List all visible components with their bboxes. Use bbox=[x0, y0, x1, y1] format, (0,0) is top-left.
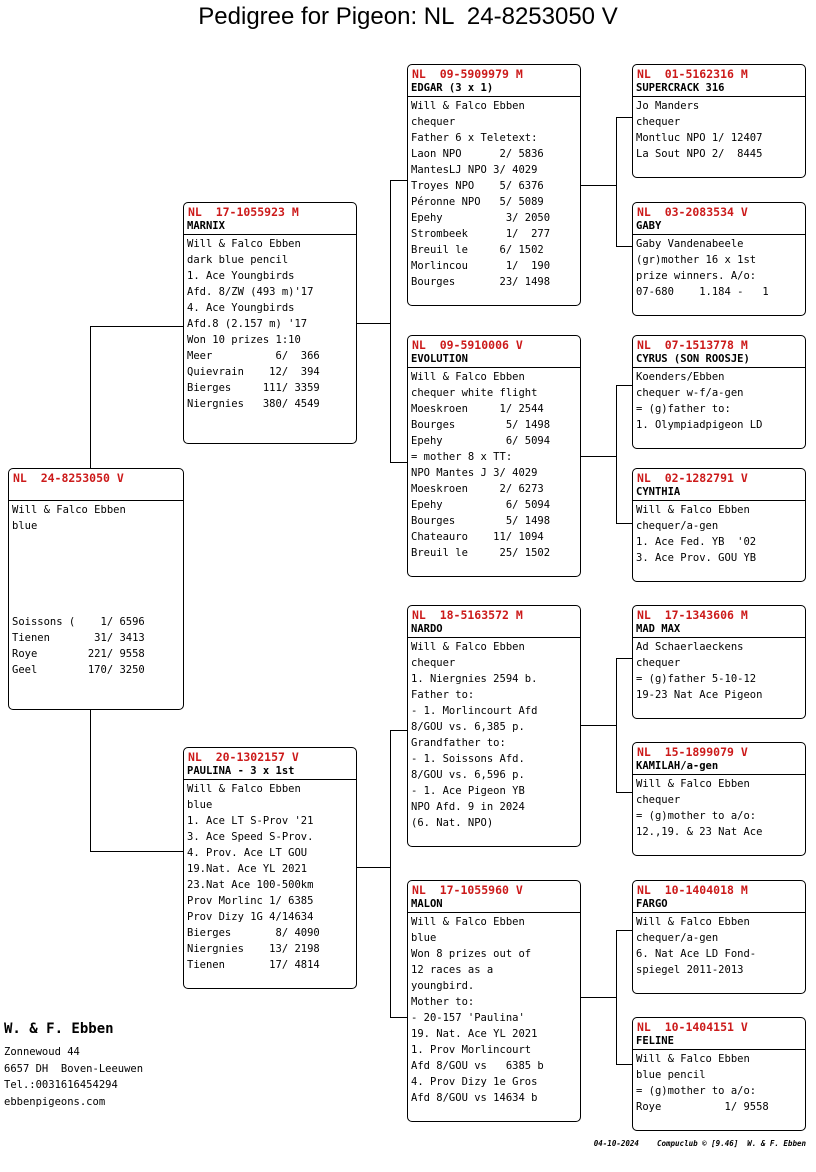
info-line: = (g)mother to a/o: bbox=[636, 1085, 757, 1097]
info-line: chequer bbox=[636, 794, 681, 806]
breeder-info bbox=[4, 1020, 143, 1110]
info-line: Will & Falco Ebben bbox=[636, 778, 750, 790]
ring-number: NL 09-5909979 M bbox=[412, 67, 523, 81]
connector-line bbox=[616, 523, 632, 524]
info-line: 4. Prov Dizy 1e Gros bbox=[411, 1076, 538, 1088]
info-line: 3. Ace Prov. GOU YB bbox=[636, 552, 757, 564]
pigeon-card-mmm bbox=[632, 1017, 806, 1131]
info-line: - 1. Ace Pigeon YB bbox=[411, 785, 525, 797]
print-date: 04-10-2024 bbox=[593, 1139, 639, 1148]
pigeon-name: FELINE bbox=[633, 1034, 805, 1050]
ring-number: NL 17-1343606 M bbox=[637, 608, 748, 622]
info-line: Will & Falco Ebben bbox=[636, 1053, 750, 1065]
ring-number: NL 01-5162316 M bbox=[637, 67, 748, 81]
info-line: Roye 221/ 9558 bbox=[12, 648, 145, 660]
info-line: Péronne NPO 5/ 5089 bbox=[411, 196, 544, 208]
info-line: Epehy 6/ 5094 bbox=[411, 499, 551, 511]
info-line: Will & Falco Ebben bbox=[636, 504, 750, 516]
info-line: Father 6 x Teletext: bbox=[411, 132, 538, 144]
info-line: 6. Nat Ace LD Fond- bbox=[636, 948, 757, 960]
pigeon-info bbox=[633, 235, 805, 300]
pigeon-info bbox=[408, 368, 580, 561]
connector-line bbox=[616, 658, 617, 793]
pigeon-info bbox=[633, 97, 805, 162]
info-line: Chateauro 11/ 1094 bbox=[411, 531, 544, 543]
connector-line bbox=[356, 867, 390, 868]
pigeon-name: NARDO bbox=[408, 622, 580, 638]
connector-line bbox=[616, 117, 617, 247]
connector-line bbox=[616, 1064, 632, 1065]
info-line: Epehy 3/ 2050 bbox=[411, 212, 551, 224]
ring-number: NL 15-1899079 V bbox=[637, 745, 748, 759]
info-line: Bierges 8/ 4090 bbox=[187, 927, 320, 939]
info-line: Morlincou 1/ 190 bbox=[411, 260, 551, 272]
connector-line bbox=[616, 385, 632, 386]
info-line: Tienen 31/ 3413 bbox=[12, 632, 145, 644]
info-line: Grandfather to: bbox=[411, 737, 506, 749]
info-line: (gr)mother 16 x 1st bbox=[636, 254, 757, 266]
pigeon-card-father bbox=[183, 202, 357, 444]
info-line: 1. Ace LT S-Prov '21 bbox=[187, 815, 314, 827]
info-line: 12.,19. & 23 Nat Ace bbox=[636, 826, 763, 838]
info-line: 19. Nat. Ace YL 2021 bbox=[411, 1028, 538, 1040]
breeder-address-line: Zonnewoud 44 bbox=[4, 1046, 80, 1058]
info-line: Bourges 5/ 1498 bbox=[411, 515, 551, 527]
info-line: Tienen 17/ 4814 bbox=[187, 959, 320, 971]
info-line: Breuil le 6/ 1502 bbox=[411, 244, 544, 256]
info-line: chequer bbox=[411, 657, 456, 669]
pigeon-info bbox=[184, 780, 356, 973]
info-line: Prov Dizy 1G 4/14634 bbox=[187, 911, 314, 923]
connector-line bbox=[580, 456, 616, 457]
ring-number: NL 24-8253050 V bbox=[13, 471, 124, 485]
info-line: Roye 1/ 9558 bbox=[636, 1101, 769, 1113]
pigeon-info bbox=[184, 235, 356, 412]
info-line: Epehy 6/ 5094 bbox=[411, 435, 551, 447]
ring-number: NL 07-1513778 M bbox=[637, 338, 748, 352]
connector-line bbox=[616, 385, 617, 524]
pigeon-name: EVOLUTION bbox=[408, 352, 580, 368]
pigeon-card-fff bbox=[632, 64, 806, 178]
pigeon-info bbox=[633, 638, 805, 703]
ring-number: NL 18-5163572 M bbox=[412, 608, 523, 622]
info-line: 4. Prov. Ace LT GOU bbox=[187, 847, 308, 859]
pigeon-card-subject bbox=[8, 468, 184, 710]
info-line: blue bbox=[411, 932, 437, 944]
info-line: prize winners. A/o: bbox=[636, 270, 757, 282]
pigeon-name: GABY bbox=[633, 219, 805, 235]
info-line bbox=[12, 582, 183, 598]
info-line: Niergnies 13/ 2198 bbox=[187, 943, 320, 955]
info-line: chequer bbox=[636, 657, 681, 669]
connector-line bbox=[390, 462, 407, 463]
pigeon-card-mf bbox=[407, 605, 581, 847]
pigeon-info bbox=[633, 775, 805, 840]
info-line: spiegel 2011-2013 bbox=[636, 964, 744, 976]
pigeon-card-mmf bbox=[632, 880, 806, 994]
connector-line bbox=[90, 709, 91, 852]
pigeon-info bbox=[408, 913, 580, 1106]
info-line: La Sout NPO 2/ 8445 bbox=[636, 148, 763, 160]
info-line: Koenders/Ebben bbox=[636, 371, 725, 383]
info-line: (6. Nat. NPO) bbox=[411, 817, 494, 829]
info-line: Will & Falco Ebben bbox=[636, 916, 750, 928]
pigeon-info bbox=[408, 638, 580, 831]
info-line: chequer bbox=[411, 116, 456, 128]
ring-number: NL 02-1282791 V bbox=[637, 471, 748, 485]
connector-line bbox=[390, 180, 391, 463]
info-line: 8/GOU vs. 6,596 p. bbox=[411, 769, 525, 781]
info-line: Won 10 prizes 1:10 bbox=[187, 334, 301, 346]
connector-line bbox=[390, 730, 391, 1018]
info-line: Bourges 5/ 1498 bbox=[411, 419, 551, 431]
pigeon-info bbox=[633, 913, 805, 978]
info-line: dark blue pencil bbox=[187, 254, 289, 266]
pigeon-name: MALON bbox=[408, 897, 580, 913]
info-line: Niergnies 380/ 4549 bbox=[187, 398, 320, 410]
info-line: chequer white flight bbox=[411, 387, 538, 399]
info-line bbox=[12, 550, 183, 566]
pigeon-card-mfm bbox=[632, 742, 806, 856]
info-line: Will & Falco Ebben bbox=[12, 504, 126, 516]
info-line: Father to: bbox=[411, 689, 475, 701]
connector-line bbox=[90, 326, 91, 468]
pigeon-info bbox=[633, 368, 805, 433]
connector-line bbox=[580, 725, 616, 726]
info-line: 1. Ace Fed. YB '02 bbox=[636, 536, 757, 548]
info-line: 3. Ace Speed S-Prov. bbox=[187, 831, 314, 843]
info-line: Mother to: bbox=[411, 996, 475, 1008]
pigeon-name: MARNIX bbox=[184, 219, 356, 235]
info-line: Afd. 8/ZW (493 m)'17 bbox=[187, 286, 314, 298]
info-line: 1. Prov Morlincourt bbox=[411, 1044, 532, 1056]
connector-line bbox=[616, 246, 632, 247]
info-line: Soissons ( 1/ 6596 bbox=[12, 616, 145, 628]
connector-line bbox=[580, 997, 616, 998]
info-line: Bierges 111/ 3359 bbox=[187, 382, 320, 394]
info-line: 07-680 1.184 - 1 bbox=[636, 286, 769, 298]
info-line: Moeskroen 1/ 2544 bbox=[411, 403, 544, 415]
ring-number: NL 17-1055960 V bbox=[412, 883, 523, 897]
ring-number: NL 20-1302157 V bbox=[188, 750, 299, 764]
pigeon-card-fmm bbox=[632, 468, 806, 582]
ring-number: NL 03-2083534 V bbox=[637, 205, 748, 219]
info-line: Bourges 23/ 1498 bbox=[411, 276, 551, 288]
info-line: Quievrain 12/ 394 bbox=[187, 366, 320, 378]
info-line bbox=[12, 534, 183, 550]
info-line: 23.Nat Ace 100-500km bbox=[187, 879, 314, 891]
pigeon-name: EDGAR (3 x 1) bbox=[408, 81, 580, 97]
pigeon-name: PAULINA - 3 x 1st bbox=[184, 764, 356, 780]
info-line: Will & Falco Ebben bbox=[187, 783, 301, 795]
info-line: 1. Niergnies 2594 b. bbox=[411, 673, 538, 685]
info-line: Prov Morlinc 1/ 6385 bbox=[187, 895, 314, 907]
info-line: = (g)mother to a/o: bbox=[636, 810, 757, 822]
connector-line bbox=[580, 185, 616, 186]
info-line: 1. Olympiadpigeon LD bbox=[636, 419, 763, 431]
pigeon-name: CYRUS (SON ROOSJE) bbox=[633, 352, 805, 368]
info-line: = (g)father 5-10-12 bbox=[636, 673, 757, 685]
info-line: Will & Falco Ebben bbox=[411, 100, 525, 112]
pigeon-name: CYNTHIA bbox=[633, 485, 805, 501]
ring-number: NL 10-1404151 V bbox=[637, 1020, 748, 1034]
info-line: = mother 8 x TT: bbox=[411, 451, 513, 463]
connector-line bbox=[90, 326, 184, 327]
pigeon-card-mff bbox=[632, 605, 806, 719]
info-line: 4. Ace Youngbirds bbox=[187, 302, 295, 314]
ring-number: NL 17-1055923 M bbox=[188, 205, 299, 219]
connector-line bbox=[616, 930, 632, 931]
info-line: Montluc NPO 1/ 12407 bbox=[636, 132, 763, 144]
info-line: MantesLJ NPO 3/ 4029 bbox=[411, 164, 538, 176]
info-line: youngbird. bbox=[411, 980, 475, 992]
info-line: Afd 8/GOU vs 6385 b bbox=[411, 1060, 544, 1072]
info-line: - 1. Soissons Afd. bbox=[411, 753, 525, 765]
pigeon-card-fmf bbox=[632, 335, 806, 449]
connector-line bbox=[616, 117, 632, 118]
info-line: 19.Nat. Ace YL 2021 bbox=[187, 863, 308, 875]
pigeon-info bbox=[9, 501, 183, 678]
breeder-name: W. & F. Ebben bbox=[4, 1021, 114, 1037]
info-line: Will & Falco Ebben bbox=[411, 371, 525, 383]
info-line: Laon NPO 2/ 5836 bbox=[411, 148, 544, 160]
info-line: Will & Falco Ebben bbox=[411, 641, 525, 653]
pigeon-card-mother bbox=[183, 747, 357, 989]
pigeon-info bbox=[633, 1050, 805, 1115]
pigeon-card-fm bbox=[407, 335, 581, 577]
connector-line bbox=[90, 851, 184, 852]
info-line: Meer 6/ 366 bbox=[187, 350, 320, 362]
connector-line bbox=[390, 730, 407, 731]
info-line bbox=[12, 566, 183, 582]
software-credit: Compuclub © [9.46] W. & F. Ebben bbox=[656, 1139, 806, 1148]
info-line: NPO Mantes J 3/ 4029 bbox=[411, 467, 538, 479]
info-line: chequer bbox=[636, 116, 681, 128]
info-line: Afd.8 (2.157 m) '17 bbox=[187, 318, 308, 330]
info-line: Jo Manders bbox=[636, 100, 700, 112]
info-line: - 20-157 'Paulina' bbox=[411, 1012, 525, 1024]
connector-line bbox=[356, 323, 390, 324]
info-line bbox=[12, 598, 183, 614]
info-line: Gaby Vandenabeele bbox=[636, 238, 744, 250]
pigeon-card-ffm bbox=[632, 202, 806, 316]
info-line: Will & Falco Ebben bbox=[187, 238, 301, 250]
pigeon-name: MAD MAX bbox=[633, 622, 805, 638]
info-line: Moeskroen 2/ 6273 bbox=[411, 483, 544, 495]
breeder-website: ebbenpigeons.com bbox=[4, 1095, 106, 1108]
pigeon-name: KAMILAH/a-gen bbox=[633, 759, 805, 775]
info-line: Troyes NPO 5/ 6376 bbox=[411, 180, 544, 192]
info-line: Will & Falco Ebben bbox=[411, 916, 525, 928]
breeder-phone: Tel.:0031616454294 bbox=[4, 1079, 118, 1091]
pigeon-name: SUPERCRACK 316 bbox=[633, 81, 805, 97]
ring-number: NL 10-1404018 M bbox=[637, 883, 748, 897]
pigeon-info bbox=[408, 97, 580, 290]
print-footer bbox=[594, 1139, 806, 1148]
info-line: Ad Schaerlaeckens bbox=[636, 641, 744, 653]
info-line: blue bbox=[187, 799, 213, 811]
info-line: Afd 8/GOU vs 14634 b bbox=[411, 1092, 538, 1104]
info-line: chequer w-f/a-gen bbox=[636, 387, 744, 399]
ring-number: NL 09-5910006 V bbox=[412, 338, 523, 352]
pigeon-card-ff bbox=[407, 64, 581, 306]
pigeon-info bbox=[633, 501, 805, 566]
info-line: Strombeek 1/ 277 bbox=[411, 228, 551, 240]
info-line: Breuil le 25/ 1502 bbox=[411, 547, 551, 559]
page-title: Pedigree for Pigeon: NL 24-8253050 V bbox=[198, 3, 618, 30]
info-line: Geel 170/ 3250 bbox=[12, 664, 145, 676]
info-line: 12 races as a bbox=[411, 964, 494, 976]
connector-line bbox=[616, 658, 632, 659]
connector-line bbox=[616, 930, 617, 1065]
info-line: blue pencil bbox=[636, 1069, 706, 1081]
info-line: 8/GOU vs. 6,385 p. bbox=[411, 721, 525, 733]
connector-line bbox=[616, 792, 632, 793]
pigeon-name bbox=[9, 485, 183, 501]
connector-line bbox=[390, 1017, 407, 1018]
info-line: blue bbox=[12, 520, 38, 532]
info-line: chequer/a-gen bbox=[636, 520, 719, 532]
info-line: 19-23 Nat Ace Pigeon bbox=[636, 689, 763, 701]
info-line: = (g)father to: bbox=[636, 403, 731, 415]
breeder-address-line: 6657 DH Boven-Leeuwen bbox=[4, 1062, 144, 1075]
pigeon-name: FARGO bbox=[633, 897, 805, 913]
info-line: 1. Ace Youngbirds bbox=[187, 270, 295, 282]
pigeon-card-mm bbox=[407, 880, 581, 1122]
connector-line bbox=[390, 180, 407, 181]
info-line: Won 8 prizes out of bbox=[411, 948, 532, 960]
info-line: chequer/a-gen bbox=[636, 932, 719, 944]
info-line: NPO Afd. 9 in 2024 bbox=[411, 801, 525, 813]
info-line: - 1. Morlincourt Afd bbox=[411, 705, 538, 717]
